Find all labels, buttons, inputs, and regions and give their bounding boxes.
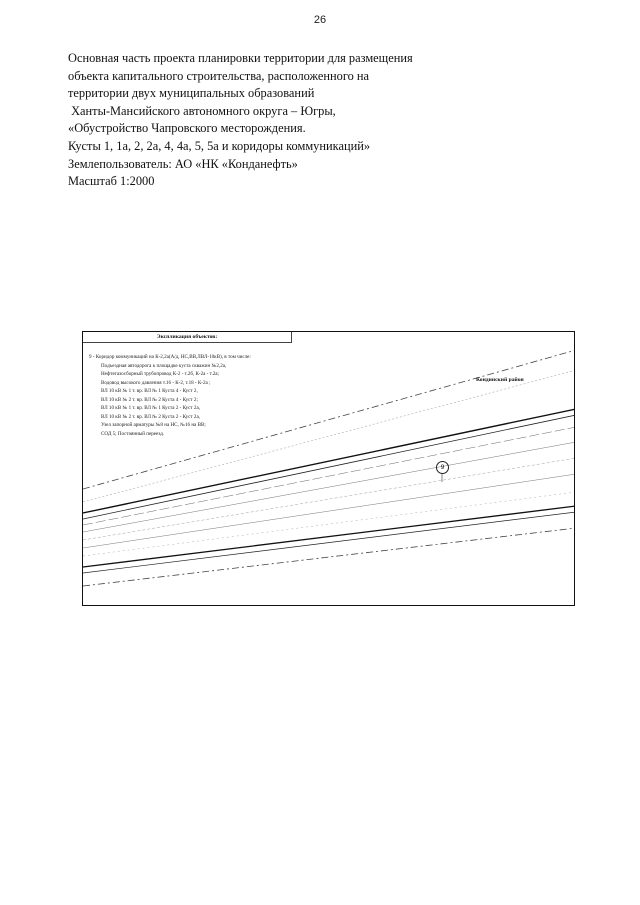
corridor-line-dashed: [83, 427, 575, 525]
header-line: Кусты 1, 1а, 2, 2а, 4, 4а, 5, 5а и коридоры коммуникаций»: [68, 138, 371, 153]
corridor-line: [83, 442, 575, 532]
header-line: Ханты-Мансийского автономного округа – Югры,: [68, 103, 336, 118]
corridor-line-lower: [83, 512, 575, 573]
corridor-line-dashed: [83, 492, 575, 556]
header-line: Масштаб 1:2000: [68, 174, 155, 189]
page-number: 26: [313, 14, 327, 26]
header-line: территории двух муниципальных образований: [68, 86, 315, 101]
legend: [89, 353, 251, 438]
legend-item: ВЛ 10 кВ № 2 т. вр. ВЛ № 2 Куста 2 - Куст 2а,: [101, 413, 201, 420]
header-line: объекта капитального строительства, расположенного на: [68, 68, 370, 83]
corridor-line-dashed: [83, 458, 575, 540]
legend-item: ВЛ 10 кВ № 2 т. вр. ВЛ № 2 Куста 4 - Куст 2;: [101, 396, 198, 403]
legend-item: ВЛ 10 кВ № 1 т. вр. ВЛ № 1 Куста 4 - Куст 2,: [101, 388, 198, 395]
header-line: Землепользователь: АО «НК «Конданефть»: [68, 156, 298, 171]
district-label: Кондинский район: [476, 377, 524, 383]
legend-item: Водовод высокого давления т.16 - К-2, т.18 - К-2а ;: [101, 379, 211, 386]
legend-title: Экспликация объектов:: [156, 334, 218, 340]
legend-item: Подъездная автодорога к площадке куста скважин №2,2а,: [101, 362, 227, 369]
site-plan-drawing: [82, 331, 575, 606]
legend-item: Узел запорной арматуры №8 на НС, №16 на ВВ;: [101, 422, 206, 429]
legend-item: ВЛ 10 кВ № 1 т. вр. ВЛ № 1 Куста 2 - Куст 2а,: [101, 405, 201, 412]
legend-item: СОД 5; Постоянный переезд.: [101, 430, 165, 437]
document-header: [68, 50, 488, 191]
header-line: «Обустройство Чапровского месторождения.: [68, 121, 306, 136]
legend-item: 9 - Коридор коммуникаций на К-2,2а(А/д, НС,ВВ,ЛВЛ-10кВ), в том числе:: [89, 354, 251, 360]
header-line: Основная часть проекта планировки территории для размещения: [68, 51, 413, 65]
object-marker: 9: [436, 461, 449, 474]
legend-item: Нефтегазосборный трубопровод К-2 - т.2б, К-2а - т.2а;: [101, 371, 219, 378]
